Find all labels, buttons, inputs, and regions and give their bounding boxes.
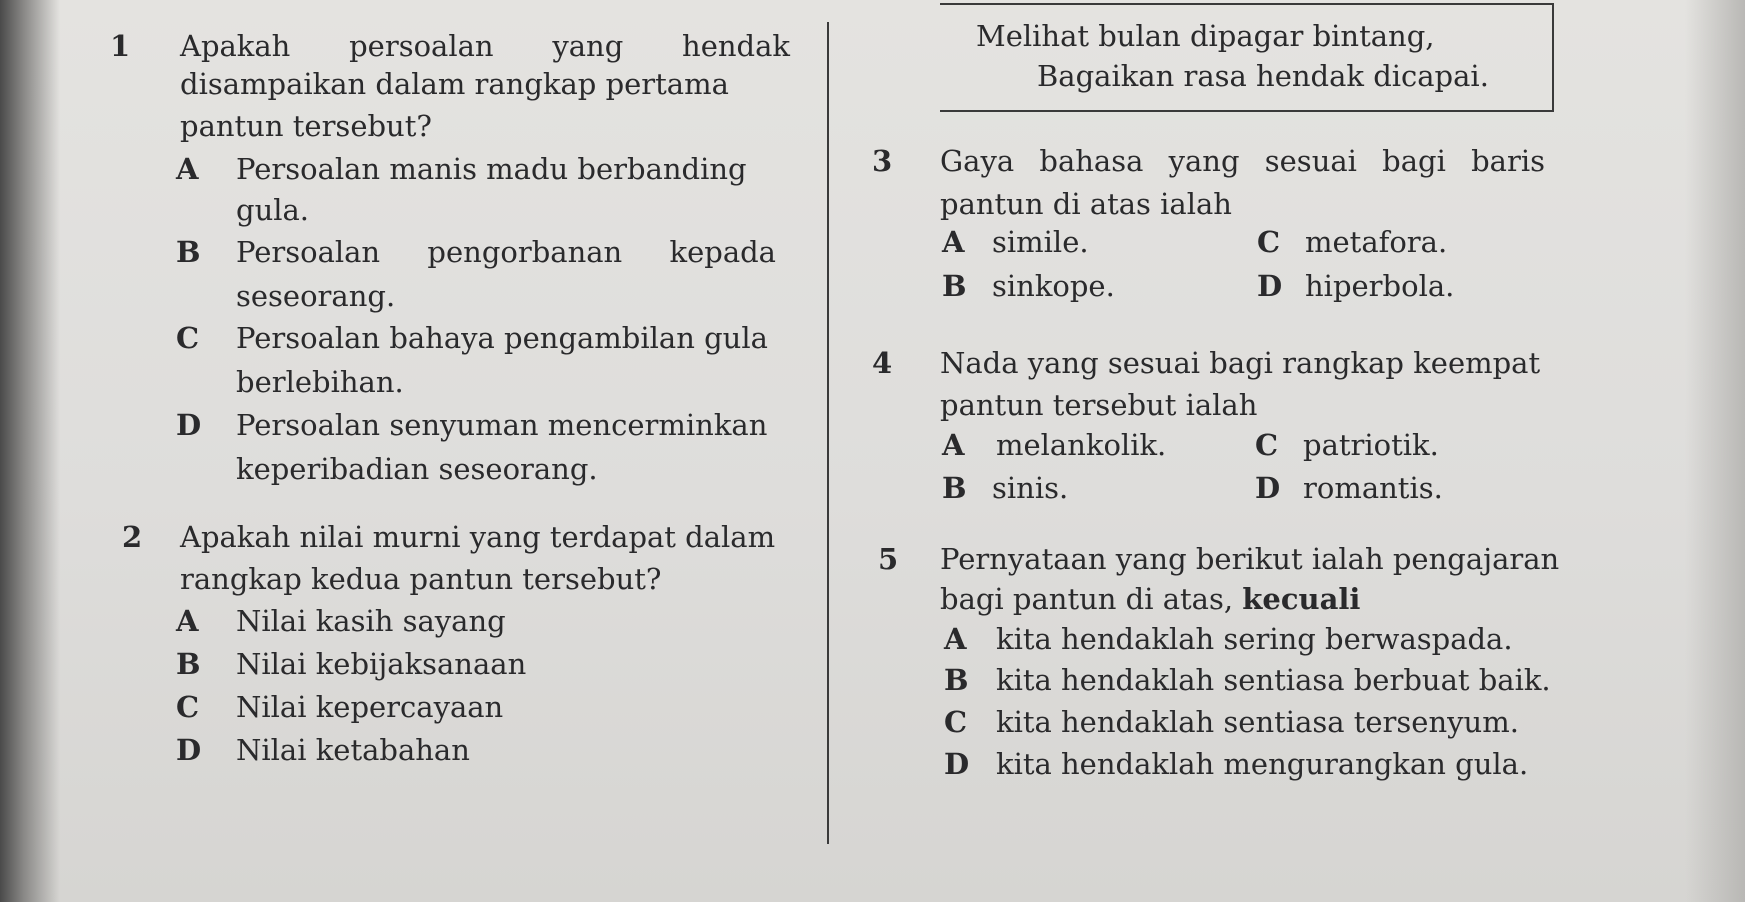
question-stem-line-2: disampaikan dalam rangkap pertama	[180, 67, 729, 101]
option-letter[interactable]: D	[1257, 269, 1283, 303]
column-divider	[827, 22, 829, 844]
pantun-line-1: Melihat bulan dipagar bintang,	[976, 19, 1435, 53]
option-letter[interactable]: C	[176, 321, 200, 355]
question-stem-line-1: Nada yang sesuai bagi rangkap keempat	[940, 346, 1541, 380]
pantun-box	[940, 3, 1554, 112]
stem-word: hendak	[682, 29, 790, 63]
option-text[interactable]: sinkope.	[992, 269, 1115, 303]
question-number: 1	[110, 29, 131, 63]
question-number: 5	[878, 542, 899, 576]
question-stem-line-2	[940, 582, 1361, 616]
option-letter[interactable]: C	[1255, 428, 1279, 462]
option-text[interactable]: Nilai kebijaksanaan	[236, 647, 527, 681]
option-text[interactable]: simile.	[992, 225, 1089, 259]
stem-word: persoalan	[349, 29, 494, 63]
stem-word: yang	[552, 29, 624, 63]
option-text[interactable]: sinis.	[992, 471, 1069, 505]
question-stem-line-1: Pernyataan yang berikut ialah pengajaran	[940, 542, 1560, 576]
question-stem-line-1	[940, 144, 1545, 178]
question-stem-line-1: Apakah nilai murni yang terdapat dalam	[180, 520, 776, 554]
option-text[interactable]: berlebihan.	[236, 365, 404, 399]
option-letter[interactable]: A	[942, 428, 965, 462]
option-letter[interactable]: D	[176, 408, 202, 442]
option-text[interactable]: kita hendaklah mengurangkan gula.	[996, 747, 1529, 781]
option-letter[interactable]: C	[944, 705, 968, 739]
question-number: 3	[872, 144, 893, 178]
option-text[interactable]: melankolik.	[996, 428, 1167, 462]
option-letter[interactable]: A	[942, 225, 965, 259]
option-letter[interactable]: D	[944, 747, 970, 781]
option-letter[interactable]: C	[176, 690, 200, 724]
option-letter[interactable]: A	[176, 604, 199, 638]
question-stem-line-3: pantun tersebut?	[180, 109, 432, 143]
option-word: Persoalan	[236, 235, 381, 269]
stem-word: baris	[1471, 144, 1545, 178]
option-text[interactable]: gula.	[236, 193, 310, 227]
option-word: kepada	[669, 235, 776, 269]
option-text[interactable]: kita hendaklah sering berwaspada.	[996, 622, 1513, 656]
option-letter[interactable]: B	[944, 663, 969, 697]
option-letter[interactable]: C	[1257, 225, 1281, 259]
question-stem-line-2: pantun tersebut ialah	[940, 388, 1258, 422]
option-text[interactable]: Nilai kepercayaan	[236, 690, 504, 724]
pantun-line-2: Bagaikan rasa hendak dicapai.	[1037, 59, 1489, 93]
option-text[interactable]	[236, 235, 776, 269]
question-number: 2	[122, 520, 143, 554]
stem-word: Gaya	[940, 144, 1015, 178]
option-text[interactable]: romantis.	[1303, 471, 1443, 505]
stem-word: bahasa	[1039, 144, 1144, 178]
option-text[interactable]: kita hendaklah sentiasa tersenyum.	[996, 705, 1519, 739]
question-number: 4	[872, 346, 893, 380]
page-shadow-left	[0, 0, 60, 902]
option-word: pengorbanan	[427, 235, 623, 269]
page-shadow-right	[1685, 0, 1745, 902]
stem-word: bagi	[1382, 144, 1446, 178]
option-text[interactable]: Nilai ketabahan	[236, 733, 470, 767]
option-text[interactable]: keperibadian seseorang.	[236, 452, 598, 486]
option-letter[interactable]: B	[176, 647, 201, 681]
option-text[interactable]: Persoalan manis madu berbanding	[236, 152, 747, 186]
option-text[interactable]: Persoalan senyuman mencerminkan	[236, 408, 768, 442]
option-text[interactable]: hiperbola.	[1305, 269, 1455, 303]
question-stem-line-2: pantun di atas ialah	[940, 187, 1232, 221]
stem-word: yang	[1168, 144, 1240, 178]
question-stem-line-2: rangkap kedua pantun tersebut?	[180, 562, 662, 596]
option-text[interactable]: Nilai kasih sayang	[236, 604, 506, 638]
option-letter[interactable]: A	[944, 622, 967, 656]
option-letter[interactable]: B	[942, 471, 967, 505]
question-stem-line-1	[180, 29, 790, 63]
stem-emphasis: kecuali	[1242, 582, 1361, 616]
option-text[interactable]: metafora.	[1305, 225, 1448, 259]
option-letter[interactable]: B	[942, 269, 967, 303]
option-letter[interactable]: D	[176, 733, 202, 767]
stem-word: Apakah	[180, 29, 291, 63]
option-text[interactable]: patriotik.	[1303, 428, 1439, 462]
option-text[interactable]: seseorang.	[236, 279, 396, 313]
option-letter[interactable]: B	[176, 235, 201, 269]
stem-word: sesuai	[1264, 144, 1357, 178]
stem-text: bagi pantun di atas,	[940, 582, 1234, 616]
option-letter[interactable]: D	[1255, 471, 1281, 505]
option-text[interactable]: Persoalan bahaya pengambilan gula	[236, 321, 768, 355]
option-text[interactable]: kita hendaklah sentiasa berbuat baik.	[996, 663, 1551, 697]
option-letter[interactable]: A	[176, 152, 199, 186]
